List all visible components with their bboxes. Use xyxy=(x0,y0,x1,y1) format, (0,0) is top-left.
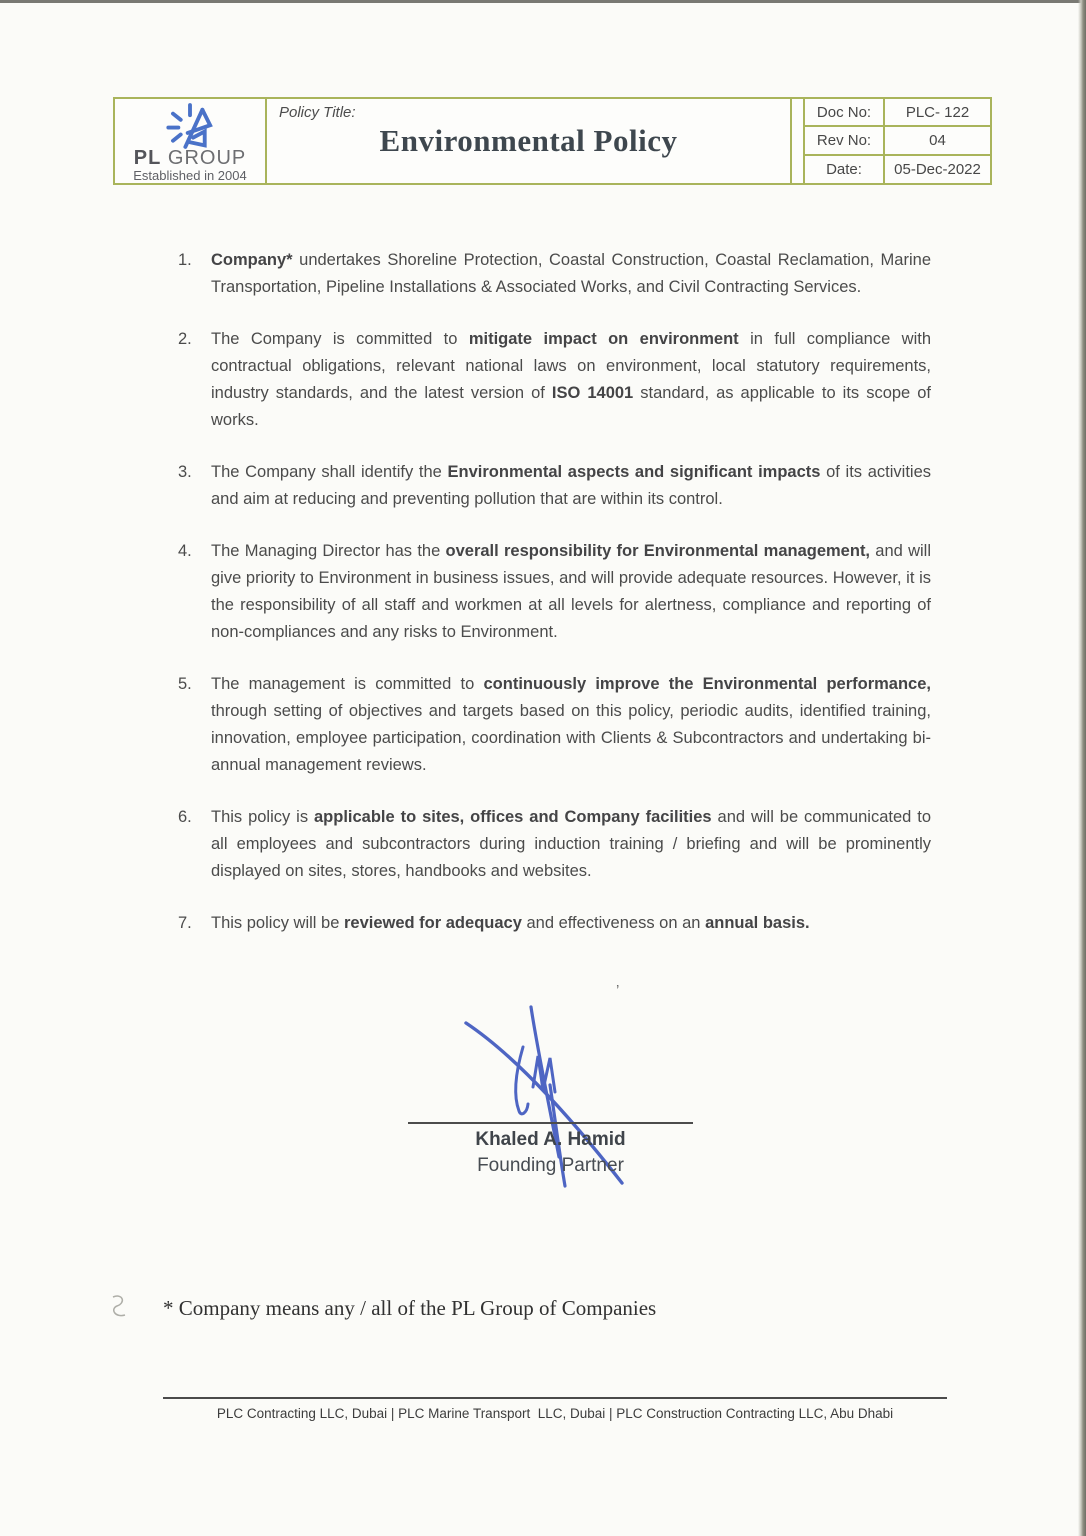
pl-group-logo-icon xyxy=(157,102,223,150)
item-number: 7. xyxy=(178,914,192,932)
policy-title-label: Policy Title: xyxy=(279,104,356,121)
doc-no-value: PLC- 122 xyxy=(905,103,970,121)
item-text: The management is committed to continuously improve the Environmental performance, through setting of objectives and targets based on this policy, periodic audits, identified training, innovation, employee participation, coordination with Clients & Subcontractors and undertaking bi-annual management reviews. xyxy=(211,675,931,774)
page-title: Environmental Policy xyxy=(379,123,678,158)
policy-item xyxy=(178,910,931,937)
policy-item xyxy=(178,804,931,885)
policy-item xyxy=(178,538,931,646)
item-number: 6. xyxy=(178,808,192,826)
signer-title: Founding Partner xyxy=(477,1155,624,1176)
date-label: Date: xyxy=(826,161,862,178)
item-number: 1. xyxy=(178,251,192,269)
logo-pl: PL xyxy=(133,147,162,169)
header-divider xyxy=(790,99,792,183)
footnote: * Company means any / all of the PL Group of Companies xyxy=(163,1296,657,1320)
item-number: 5. xyxy=(178,675,192,693)
signature-line xyxy=(408,1122,693,1124)
item-text: This policy will be reviewed for adequacy and effectiveness on an annual basis. xyxy=(211,914,810,932)
policy-item xyxy=(178,326,931,434)
policy-list xyxy=(178,247,931,962)
scan-edge-right xyxy=(1078,0,1086,1536)
item-number: 2. xyxy=(178,330,192,348)
document-header xyxy=(113,97,992,185)
policy-item xyxy=(178,459,931,513)
policy-item xyxy=(178,247,931,301)
footer-companies: PLC Contracting LLC, Dubai | PLC Marine Transport LLC, Dubai | PLC Construction Contracting LLC, Abu Dhabi xyxy=(216,1406,894,1421)
footer-rule xyxy=(163,1397,947,1399)
item-text: The Company shall identify the Environmental aspects and significant impacts of its activities and aim at reducing and preventing pollution that are within its control. xyxy=(211,463,931,508)
rev-no-value: 04 xyxy=(929,132,946,149)
item-number: 3. xyxy=(178,463,192,481)
scan-mark-squiggle xyxy=(108,1292,134,1322)
item-text: The Company is committed to mitigate impact on environment in full compliance with contractual obligations, relevant national laws on environment, local statutory requirements, industry standards, and the latest version of ISO 14001 standard, as applicable to its scope of works. xyxy=(211,330,932,429)
item-text: The Managing Director has the overall responsibility for Environmental management, and will give priority to Environment in business issues, and will provide adequate resources. However, it is the responsibility of all staff and workmen at all levels for alertness, compliance and reporting of non-compliances and any risks to Environment. xyxy=(211,542,932,641)
title-cell xyxy=(267,99,790,183)
doc-no-label: Doc No: xyxy=(816,103,872,121)
item-text: Company* undertakes Shoreline Protection, Coastal Construction, Coastal Reclamation, Marine Transportation, Pipeline Installations & Associated Works, and Civil Contracting Services. xyxy=(211,251,931,296)
rev-no-label: Rev No: xyxy=(816,132,872,149)
policy-item xyxy=(178,671,931,779)
company-logo xyxy=(115,99,265,183)
item-text: This policy is applicable to sites, offices and Company facilities and will be communicated to all employees and subcontractors during induction training / briefing and will be prominently displayed on sites, stores, handbooks and websites. xyxy=(211,808,932,880)
signer-name: Khaled A. Hamid xyxy=(475,1129,626,1150)
logo-established: Established in 2004 xyxy=(133,168,247,183)
scan-edge-top-line xyxy=(0,0,1086,3)
logo-group: GROUP xyxy=(161,147,247,169)
scan-mark-tick: ’ xyxy=(616,982,620,999)
logo-wordmark xyxy=(134,148,246,168)
item-number: 4. xyxy=(178,542,192,560)
date-value: 05-Dec-2022 xyxy=(894,161,981,178)
